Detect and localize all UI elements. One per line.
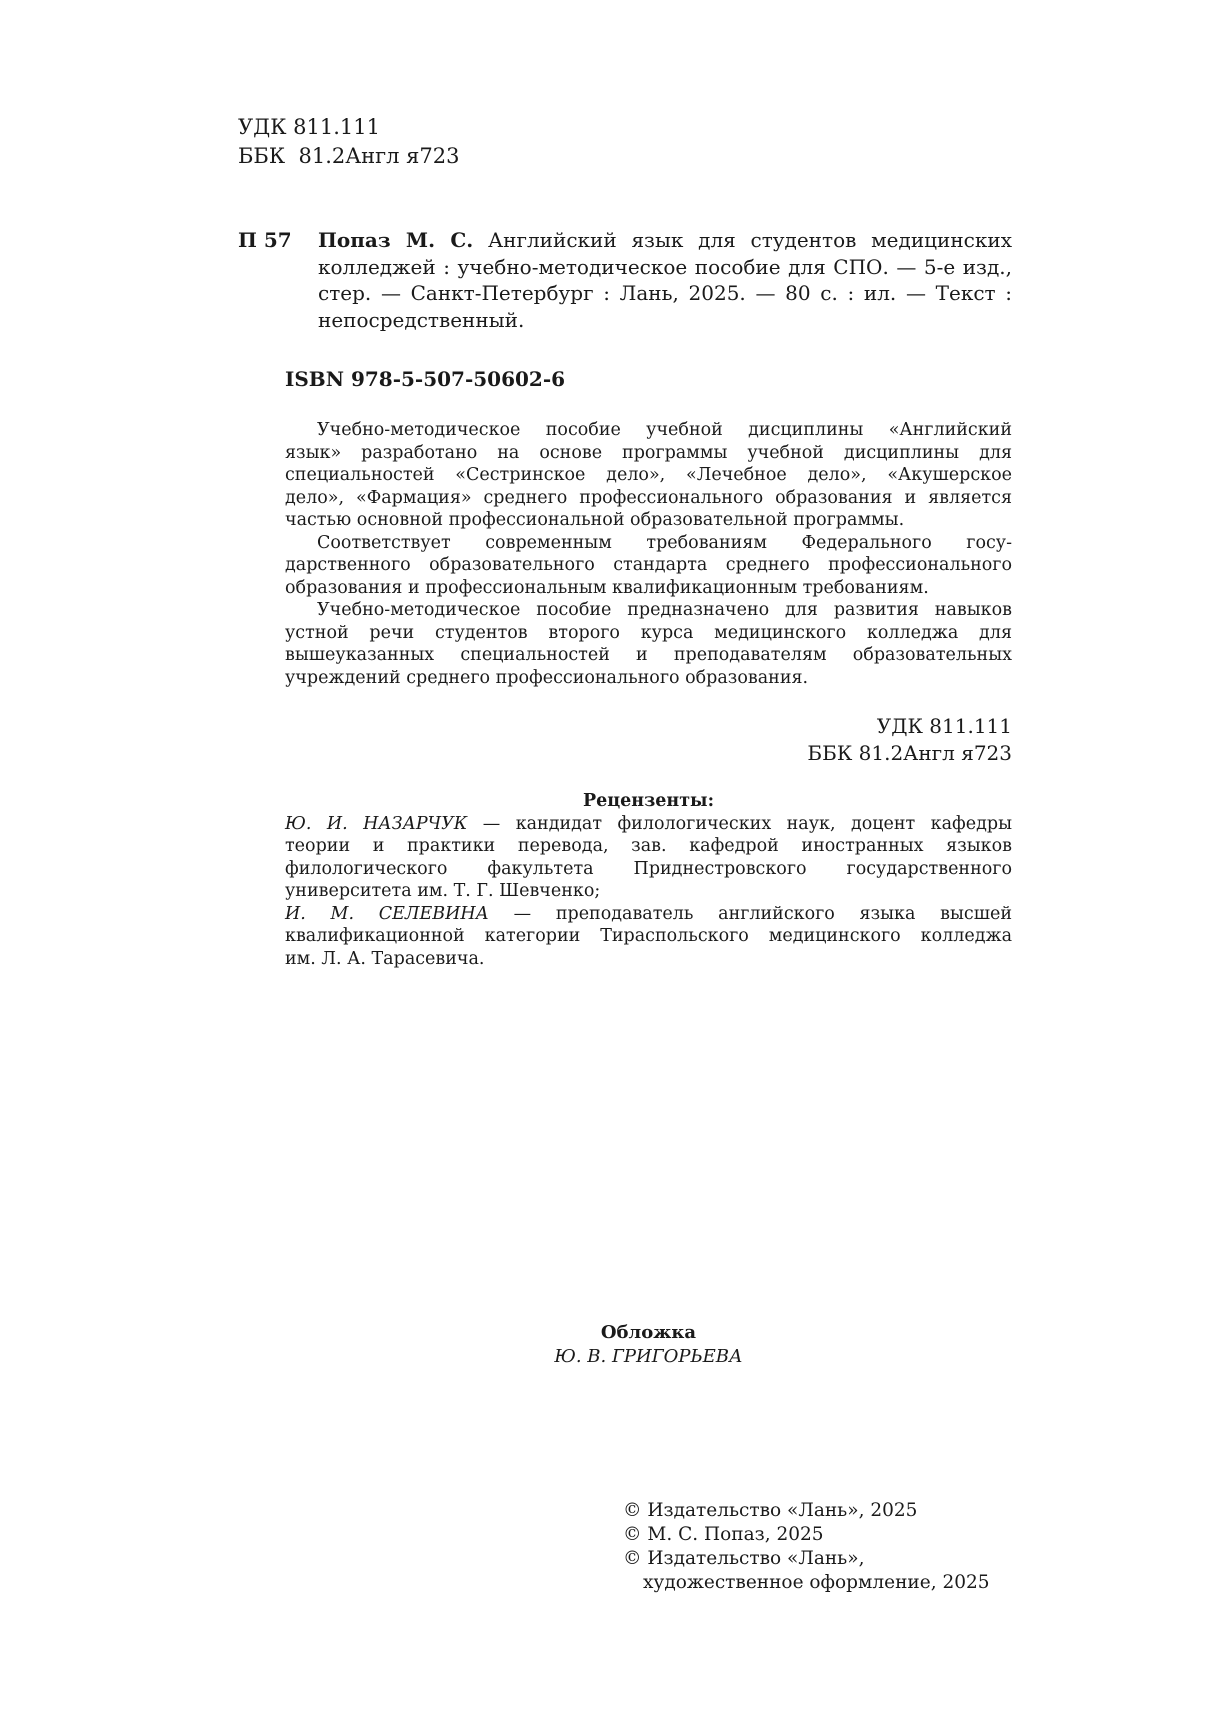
catalog-description bbox=[318, 227, 1012, 333]
reviewer-1-name: Ю. И. НАЗАРЧУК bbox=[285, 813, 468, 834]
annotation-line: частью основной профессиональной образовательной программы. bbox=[285, 510, 905, 530]
annotation-line: вышеуказанных специальностей и преподавателям образовательных bbox=[285, 645, 1012, 665]
copyright-block bbox=[623, 1499, 990, 1595]
copyright-line: © Издательство «Лань», bbox=[623, 1548, 865, 1569]
copyright-line: © Издательство «Лань», 2025 bbox=[623, 1500, 918, 1521]
reviewer-1-line: теории и практики перевода, зав. кафедрой иностранных языков bbox=[285, 836, 1012, 856]
reviewers-title: Рецензенты: bbox=[582, 791, 715, 811]
catalog-author: Попаз М. С. bbox=[318, 228, 474, 252]
catalog-line-4: непосредственный. bbox=[318, 307, 525, 332]
reviewer-1-line: университета им. Т. Г. Шевченко; bbox=[285, 881, 601, 901]
annotation-line: дело», «Фармация» среднего профессионального образования и является bbox=[285, 487, 1012, 508]
catalog-line-2: колледжей : учебно-методическое пособие для СПО. — 5-е изд., bbox=[318, 254, 1012, 279]
reviewer-2-line: им. Л. А. Тарасевича. bbox=[285, 948, 485, 969]
annotation-line: устной речи студентов второго курса медицинского колледжа для bbox=[285, 622, 1012, 643]
annotation-line: Учебно-методическое пособие предназначено для развития навыков bbox=[317, 600, 1012, 620]
cover-designer: Ю. В. ГРИГОРЬЕВА bbox=[554, 1346, 743, 1367]
udc-block-top bbox=[238, 113, 459, 171]
copyright-line: художественное оформление, 2025 bbox=[643, 1572, 990, 1593]
cover-credit bbox=[285, 1321, 1012, 1369]
author-mark: П 57 bbox=[238, 228, 292, 252]
isbn: ISBN 978-5-507-50602-6 bbox=[285, 367, 566, 391]
reviewers-block bbox=[285, 790, 1012, 970]
reviewer-2-line bbox=[285, 903, 1012, 926]
reviewer-2-role: — преподаватель английского языка высшей bbox=[488, 903, 1013, 924]
catalog-line-1 bbox=[318, 227, 1012, 254]
reviewer-2-name: И. М. СЕЛЕВИНА bbox=[285, 903, 489, 924]
bbk-code: ББК 81.2Англ я723 bbox=[238, 144, 460, 168]
bbk-code: ББК 81.2Англ я723 bbox=[807, 741, 1012, 765]
catalog-title: Английский язык для студентов медицинских bbox=[488, 228, 1012, 252]
cover-title: Обложка bbox=[600, 1322, 697, 1343]
udk-code: УДК 811.111 bbox=[876, 714, 1012, 738]
annotation-line: образования и профессиональным квалификационным требованиям. bbox=[285, 577, 929, 598]
annotation-line: дарственного образовательного стандарта среднего профессионального bbox=[285, 555, 1012, 575]
reviewer-2-line: квалификационной категории Тираспольского медицинского колледжа bbox=[285, 926, 1012, 946]
reviewer-1-line bbox=[285, 813, 1012, 836]
annotation-line: Учебно-методическое пособие учебной дисциплины «Английский bbox=[317, 420, 1012, 440]
reviewer-1-line: филологического факультета Приднестровского государственного bbox=[285, 858, 1012, 879]
annotation bbox=[285, 419, 1012, 689]
annotation-line: специальностей «Сестринское дело», «Лечебное дело», «Акушерское bbox=[285, 465, 1012, 485]
reviewer-1-role: — кандидат филологических наук, доцент кафедры bbox=[467, 813, 1012, 834]
annotation-line: Соответствует современным требованиям Федерального госу- bbox=[317, 532, 1012, 553]
copyright-line: © М. С. Попаз, 2025 bbox=[623, 1524, 824, 1545]
annotation-line: учреждений среднего профессионального образования. bbox=[285, 667, 809, 688]
udc-block-right bbox=[807, 713, 1012, 767]
annotation-line: язык» разработано на основе программы учебной дисциплины для bbox=[285, 442, 1012, 463]
udk-code: УДК 811.111 bbox=[238, 115, 381, 139]
catalog-line-3: стер. — Санкт-Петербург : Лань, 2025. — 80 с. : ил. — Текст : bbox=[318, 281, 1012, 305]
